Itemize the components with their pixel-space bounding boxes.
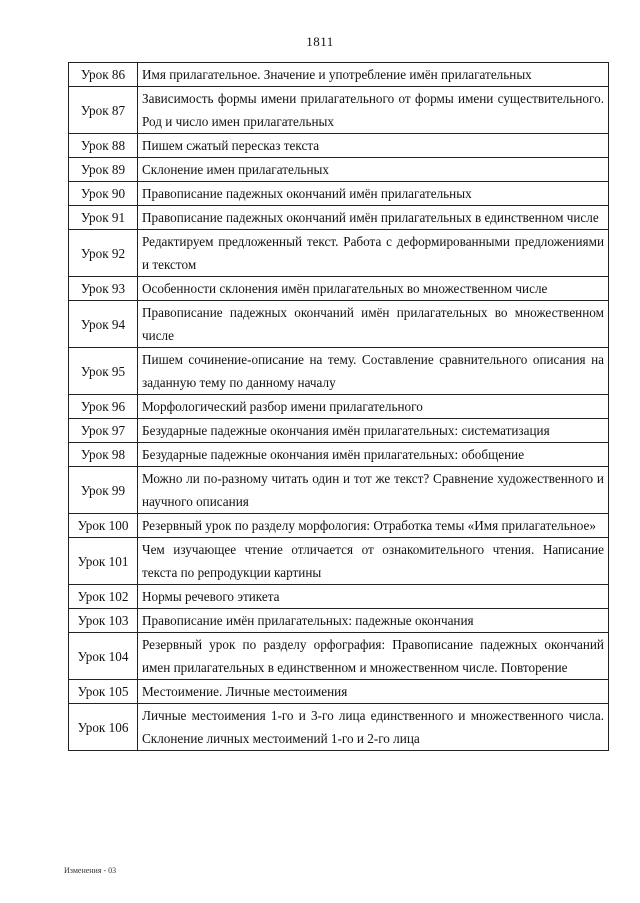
table-row: [69, 395, 609, 419]
lesson-number: Урок 92: [69, 230, 138, 277]
lesson-number: Урок 91: [69, 206, 138, 230]
lesson-number: Урок 97: [69, 419, 138, 443]
table-row: [69, 633, 609, 680]
lesson-number: Урок 93: [69, 277, 138, 301]
lesson-topic: Можно ли по-разному читать один и тот же текст? Сравнение художественного и научного описания: [138, 467, 609, 514]
table-row: [69, 467, 609, 514]
table-row: [69, 301, 609, 348]
table-row: [69, 182, 609, 206]
table-row: [69, 680, 609, 704]
lesson-topic: Резервный урок по разделу орфография: Правописание падежных окончаний имен прилагательных в единственном и множественном числе. Повторение: [138, 633, 609, 680]
lesson-number: Урок 95: [69, 348, 138, 395]
lesson-topic: Правописание падежных окончаний имён прилагательных во множественном числе: [138, 301, 609, 348]
lesson-topic: Имя прилагательное. Значение и употребление имён прилагательных: [138, 63, 609, 87]
table-row: [69, 443, 609, 467]
table-row: [69, 158, 609, 182]
lesson-topic: Редактируем предложенный текст. Работа с деформированными предложениями и текстом: [138, 230, 609, 277]
lesson-table-body: [69, 63, 609, 751]
table-row: [69, 514, 609, 538]
lesson-topic: Зависимость формы имени прилагательного от формы имени существительного. Род и число имен прилагательных: [138, 87, 609, 134]
lesson-topic: Пишем сжатый пересказ текста: [138, 134, 609, 158]
lesson-number: Урок 100: [69, 514, 138, 538]
table-row: [69, 87, 609, 134]
lesson-table: [68, 62, 609, 751]
table-row: [69, 63, 609, 87]
lesson-topic: Склонение имен прилагательных: [138, 158, 609, 182]
lesson-number: Урок 90: [69, 182, 138, 206]
lesson-topic: Чем изучающее чтение отличается от ознакомительного чтения. Написание текста по репродукции картины: [138, 538, 609, 585]
lesson-number: Урок 102: [69, 585, 138, 609]
lesson-number: Урок 87: [69, 87, 138, 134]
table-row: [69, 348, 609, 395]
lesson-topic: Личные местоимения 1-го и 3-го лица единственного и множественного числа. Склонение личных местоимений 1-го и 2-го лица: [138, 704, 609, 751]
page-number: 1811: [306, 34, 334, 49]
table-row: [69, 230, 609, 277]
lesson-number: Урок 106: [69, 704, 138, 751]
lesson-number: Урок 103: [69, 609, 138, 633]
lesson-topic: Правописание падежных окончаний имён прилагательных в единственном числе: [138, 206, 609, 230]
table-row: [69, 206, 609, 230]
lesson-topic: Правописание падежных окончаний имён прилагательных: [138, 182, 609, 206]
table-row: [69, 277, 609, 301]
lesson-number: Урок 105: [69, 680, 138, 704]
lesson-topic: Нормы речевого этикета: [138, 585, 609, 609]
table-row: [69, 609, 609, 633]
lesson-number: Урок 94: [69, 301, 138, 348]
lesson-topic: Безударные падежные окончания имён прилагательных: систематизация: [138, 419, 609, 443]
lesson-topic: Пишем сочинение-описание на тему. Составление сравнительного описания на заданную тему по данному началу: [138, 348, 609, 395]
lesson-topic: Местоимение. Личные местоимения: [138, 680, 609, 704]
lesson-number: Урок 99: [69, 467, 138, 514]
lesson-topic: Резервный урок по разделу морфология: Отработка темы «Имя прилагательное»: [138, 514, 609, 538]
lesson-number: Урок 89: [69, 158, 138, 182]
lesson-number: Урок 86: [69, 63, 138, 87]
lesson-topic: Безударные падежные окончания имён прилагательных: обобщение: [138, 443, 609, 467]
lesson-number: Урок 88: [69, 134, 138, 158]
footer-note: Изменения - 03: [64, 866, 117, 875]
table-row: [69, 538, 609, 585]
table-row: [69, 134, 609, 158]
table-row: [69, 704, 609, 751]
lesson-topic: Особенности склонения имён прилагательных во множественном числе: [138, 277, 609, 301]
lesson-topic: Морфологический разбор имени прилагательного: [138, 395, 609, 419]
table-row: [69, 419, 609, 443]
lesson-number: Урок 101: [69, 538, 138, 585]
table-row: [69, 585, 609, 609]
lesson-number: Урок 98: [69, 443, 138, 467]
lesson-topic: Правописание имён прилагательных: падежные окончания: [138, 609, 609, 633]
lesson-number: Урок 104: [69, 633, 138, 680]
lesson-number: Урок 96: [69, 395, 138, 419]
